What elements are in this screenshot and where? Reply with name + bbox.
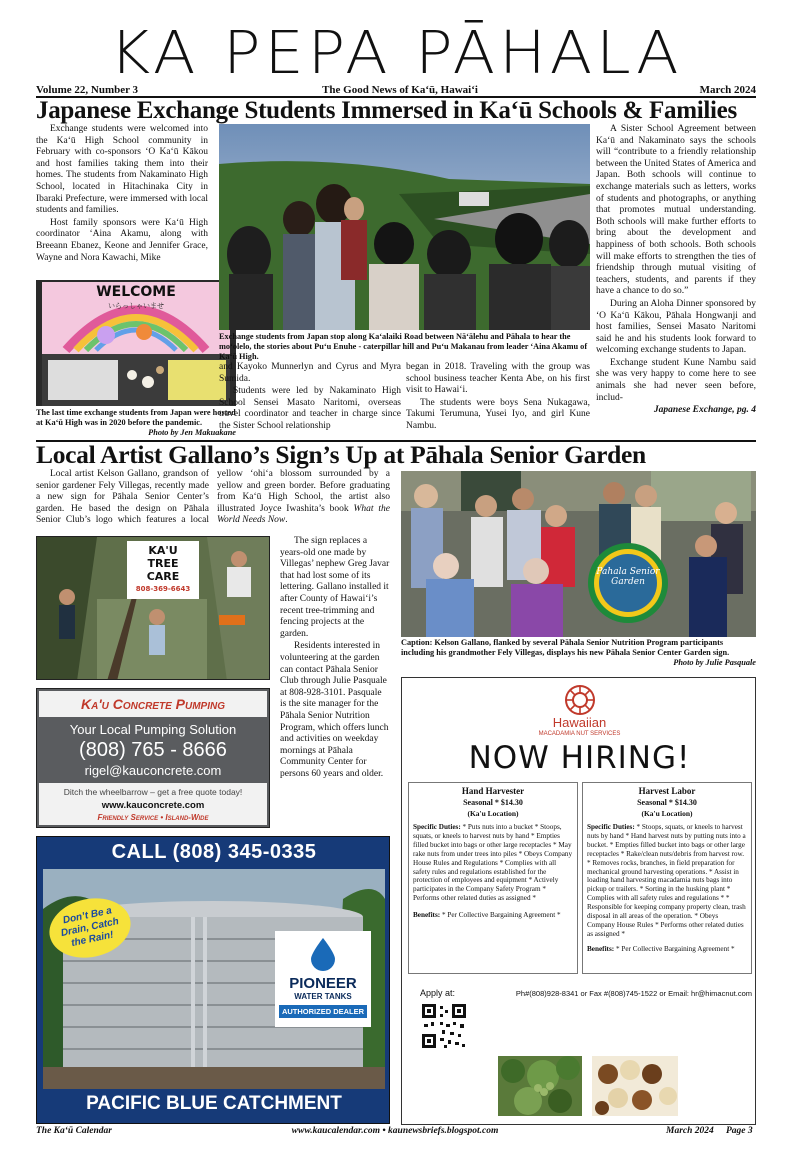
job2-title: Harvest Labor	[638, 786, 696, 796]
story2-headline: Local Artist Gallano’s Sign’s Up at Pāhala Senior Garden	[36, 440, 646, 469]
photo2-caption-text: Exchange students from Japan stop along Ka‘alaiki Road between Nā‘ālehu and Pāhala to hear the mo‘olelo, the stories about Pu‘u Enuhe - caterpillar hill and Pu‘u Makanau from leader ‘Aina Akamu of Ka‘ū High.	[219, 332, 588, 361]
welcome-sign-text: WELCOME	[96, 284, 176, 300]
tree-care-line2: TREE	[147, 557, 179, 570]
now-hiring-ad[interactable]	[401, 677, 756, 1125]
story1-col4-p2: During an Aloha Dinner sponsored by ‘O Ka‘ū Kākou, Pāhala Hongwanji and host families, Sensei Masato Naritomi said he and his students look forward to welcoming exchange students to Japan.	[596, 298, 756, 356]
job-harvest-labor[interactable]	[582, 782, 752, 974]
hiring-headline: NOW HIRING!	[468, 740, 691, 776]
apply-label: Apply at:	[420, 988, 456, 998]
story1-col3-p1: began in 2018. Traveling with the group was school business teacher Kenta Abe, on his first visit to Hawai‘i.	[406, 362, 590, 396]
garden-sign-text: Pahala Senior Garden	[596, 567, 660, 587]
garden-caption-text: Caption: Kelson Gallano, flanked by several Pāhala Senior Nutrition Program participants including his grandmother Fely Villegas, displays his new Pāhala Senior Center Garden sign.	[401, 638, 730, 657]
concrete-ad-footer-box	[39, 783, 267, 825]
job2-duties: Specific Duties: * Stoops, squats, or kneels to harvest nuts by hand * Hand harvest nuts by putting nuts into a bucket. * Empties filled bucket into bags or other large receptacles * Rake/clean nuts/debris from harvest row. * Removes rocks, branches, in field preparation for mechanical ground harvesting operations. * Assist in loading hand harvesting macadamia nuts bags into pickup or trailers. * Sorting in the husking plant * Complies with all safety rules and regulations * * Responsible for keeping company property clean, trash disposal in all areas of the operation. * Obeys Company House Rules * Performs other related duties as assigned *	[587, 823, 746, 938]
water-drop-icon	[310, 937, 336, 971]
job2-pay: Seasonal * $14.30	[637, 798, 697, 807]
masthead-title: KA PEPA PĀHALA	[109, 17, 683, 88]
story1-col1-p2: Host family sponsors were Ka‘ū High coordinator ‘Aina Akamu, along with Breeann Ebanez, Keone and Jennifer Grace, Wayne and Nora Kawachi, Mike	[36, 217, 208, 263]
job2-benefits: Benefits: * Per Collective Bargaining Agreement *	[587, 944, 735, 953]
pioneer-tanks-ad[interactable]	[36, 836, 390, 1124]
photo1-caption	[36, 408, 236, 440]
garden-photo-credit: Photo by Julie Pasquale	[673, 658, 756, 667]
students-road-graphic	[219, 124, 590, 330]
photo1-caption-text: The last time exchange students from Japan were hosted at Ka‘ū High was in 2020 before the pandemic.	[36, 408, 236, 427]
pioneer-logo-box	[275, 931, 371, 1027]
macadamia-logo-icon	[560, 684, 600, 716]
job1-title: Hand Harvester	[461, 786, 525, 796]
concrete-pumping-ad[interactable]	[36, 688, 270, 828]
tree-care-phone: 808-369-6643	[135, 585, 191, 593]
garden-photo-caption	[401, 638, 756, 670]
footer-page: Page 3	[726, 1126, 753, 1136]
job1-location: (Ka'u Location)	[467, 809, 519, 818]
macadamia-nuts-photo	[592, 1056, 678, 1116]
hiring-company: Hawaiian	[552, 715, 607, 730]
story2-p1-text: Local artist Kelson Gallano, grandson of senior gardener Fely Villegas, recently made a new sign for Pāhala Senior Center’s garden. He based the design on Pāhala Senior Club’s logo which features a local yellow ‘ohi‘a blossom surrounded by a yellow and green border. Before graduating from Ka‘ū High School, the artist also illustrated Joyce Iwashita’s book	[36, 469, 390, 526]
story1-col4-p1: A Sister School Agreement between Ka‘ū and Nakaminato says the schools will “contribute to a friendly relationship between the United States of America and Japan. Both schools will continue to exchange materials such as letters, works of students and photographs, or anything that promotes mutual understanding. Both schools will make further efforts to bring about the development and happiness of both schools. Both schools will make efforts to strengthen the ties of friendship through mutual visiting of teachers, students, and parents if they have a chance to do so.”	[596, 124, 756, 297]
story2-col2	[280, 536, 390, 808]
story1-col1-p1: Exchange students were welcomed into the Ka‘ū High School community in February with co-sponsors ‘O Ka‘ū Kākou and host families taking them into their homes. The students from Nakaminato High School, located in Hitachinaka City in Ibaraki Prefecture, were immersed with local students and families.	[36, 124, 208, 216]
concrete-ad-name: Ka'u Concrete Pumping	[39, 691, 267, 717]
job1-pay: Seasonal * $14.30	[463, 798, 523, 807]
pioneer-call: CALL (808) 345-0335	[111, 841, 317, 863]
job2-location: (Ka'u Location)	[641, 809, 693, 818]
pioneer-photo	[43, 869, 385, 1089]
story2-p2: The sign replaces a years-old one made by Villegas’ nephew Greg Javar that had lost some of its lettering. Gallano installed it after County of Hawai‘i’s recent tree-trimming and fencing projects at the garden.	[280, 536, 390, 639]
pioneer-brand: PIONEER	[289, 975, 357, 992]
story1-col1	[36, 124, 208, 276]
tree-care-line3: CARE	[146, 570, 180, 583]
story1-col2-p1: and Kayoko Munnerlyn and Cyrus and Myra Sumida.	[219, 362, 401, 384]
footer-publication: The Ka‘ū Calendar	[36, 1126, 113, 1136]
pioneer-footer: PACIFIC BLUE CATCHMENT	[86, 1093, 342, 1114]
photo-welcome-sign	[36, 280, 236, 406]
tree-care-ad[interactable]	[36, 536, 270, 680]
pioneer-badge: Don’t Be a Drain, Catch the Rain!	[44, 891, 136, 965]
story1-headline: Japanese Exchange Students Immersed in Ka‘ū Schools & Families	[36, 97, 737, 124]
story1-col2	[219, 362, 401, 438]
story2-intro	[36, 469, 390, 531]
story2-p1: Local artist Kelson Gallano, grandson of senior gardener Fely Villegas, recently made a new sign for Pāhala Senior Center’s garden. He based the design on Pāhala Senior Club’s logo which features a local yellow ‘ohi‘a blossom surrounded by a yellow and green border. Before graduating from Ka‘ū High School, the artist also illustrated Joyce Iwashita’s book What the World Needs Now.	[36, 469, 390, 526]
pioneer-brand-sub: WATER TANKS	[294, 992, 352, 1001]
tagline: The Good News of Ka‘ū, Hawai‘i	[322, 84, 478, 96]
concrete-ad-slogan: Your Local Pumping Solution	[69, 722, 237, 737]
book-title: What the World Needs Now	[217, 503, 390, 526]
macadamia-tree-photo	[498, 1056, 582, 1116]
hiring-company-sub: MACADAMIA NUT SERVICES	[538, 731, 621, 737]
concrete-ad-pitch: Ditch the wheelbarrow – get a free quote today!	[63, 787, 243, 797]
job1-duties: Specific Duties: * Puts nuts into a bucket * Stoops, squats, or kneels to harvest nuts by hand * Empties filled bucket into bags or other large receptacles * May rake nuts from under trees into piles * Obeys Company House Rules and Regulations * Complies with all safety rules and regulations established for the protection of employees and equipment * Actively participates in the Company Safety Program * Performs other related duties as assigned *	[413, 823, 573, 903]
tree-care-logo	[127, 541, 199, 599]
story1-col3-p2: The students were boys Sena Nukagawa, Takumi Terumuna, Yusei Iyo, and girl Kune Nambu.	[406, 397, 590, 431]
concrete-ad-phone: (808) 765 - 8666	[79, 739, 227, 761]
tree-care-line1: KA'U	[148, 544, 178, 557]
pioneer-dealer: AUTHORIZED DEALER	[279, 1005, 367, 1018]
jump-link[interactable]: Japanese Exchange, pg. 4	[653, 405, 756, 416]
issue-date: March 2024	[699, 84, 756, 96]
qr-code-icon[interactable]	[420, 1002, 468, 1050]
story1-col4	[596, 124, 756, 436]
concrete-ad-email: rigel@kauconcrete.com	[84, 763, 222, 778]
footer-website[interactable]: www.kaucalendar.com • kaunewsbriefs.blogspot.com	[291, 1126, 499, 1136]
story1-col4-p3: Exchange student Kune Nambu said she was very happy to come here to see animals she had never seen before, includ-	[596, 357, 756, 403]
concrete-ad-website[interactable]: www.kauconcrete.com	[101, 800, 205, 811]
footer-date: March 2024	[666, 1126, 714, 1136]
photo-senior-garden	[401, 471, 756, 637]
apply-contact[interactable]: Ph#(808)928-8341 or Fax #(808)745-1522 or Email: hr@himacnut.com	[515, 989, 752, 998]
volume-number: Volume 22, Number 3	[36, 84, 139, 96]
photo2-caption	[219, 332, 590, 362]
senior-garden-graphic	[401, 471, 756, 637]
welcome-sign-japanese: いらっしゃいませ	[108, 302, 164, 310]
story2-p3: Residents interested in volunteering at the garden can contact Pāhala Senior Club through Julie Pasquale at 808-928-3101. Pasquale is the site manager for the Pāhala Senior Nutrition Program, which offers lunch and activities on weekday mornings at Pāhala Community Center for persons 60 years and older.	[280, 641, 389, 779]
story1-col2-p2: Students were led by Nakaminato High School Sensei Masato Naritomi, overseas travel coordinator and teacher in charge since the Sister School relationship	[219, 386, 401, 431]
concrete-ad-service: Friendly Service • Island-Wide	[97, 813, 209, 822]
job-hand-harvester[interactable]	[408, 782, 578, 974]
photo1-credit: Photo by Jen Makuakane	[148, 428, 236, 437]
photo-students-road	[219, 124, 590, 330]
story1-col3	[406, 362, 590, 438]
job1-benefits: Benefits: * Per Collective Bargaining Agreement *	[413, 911, 561, 920]
